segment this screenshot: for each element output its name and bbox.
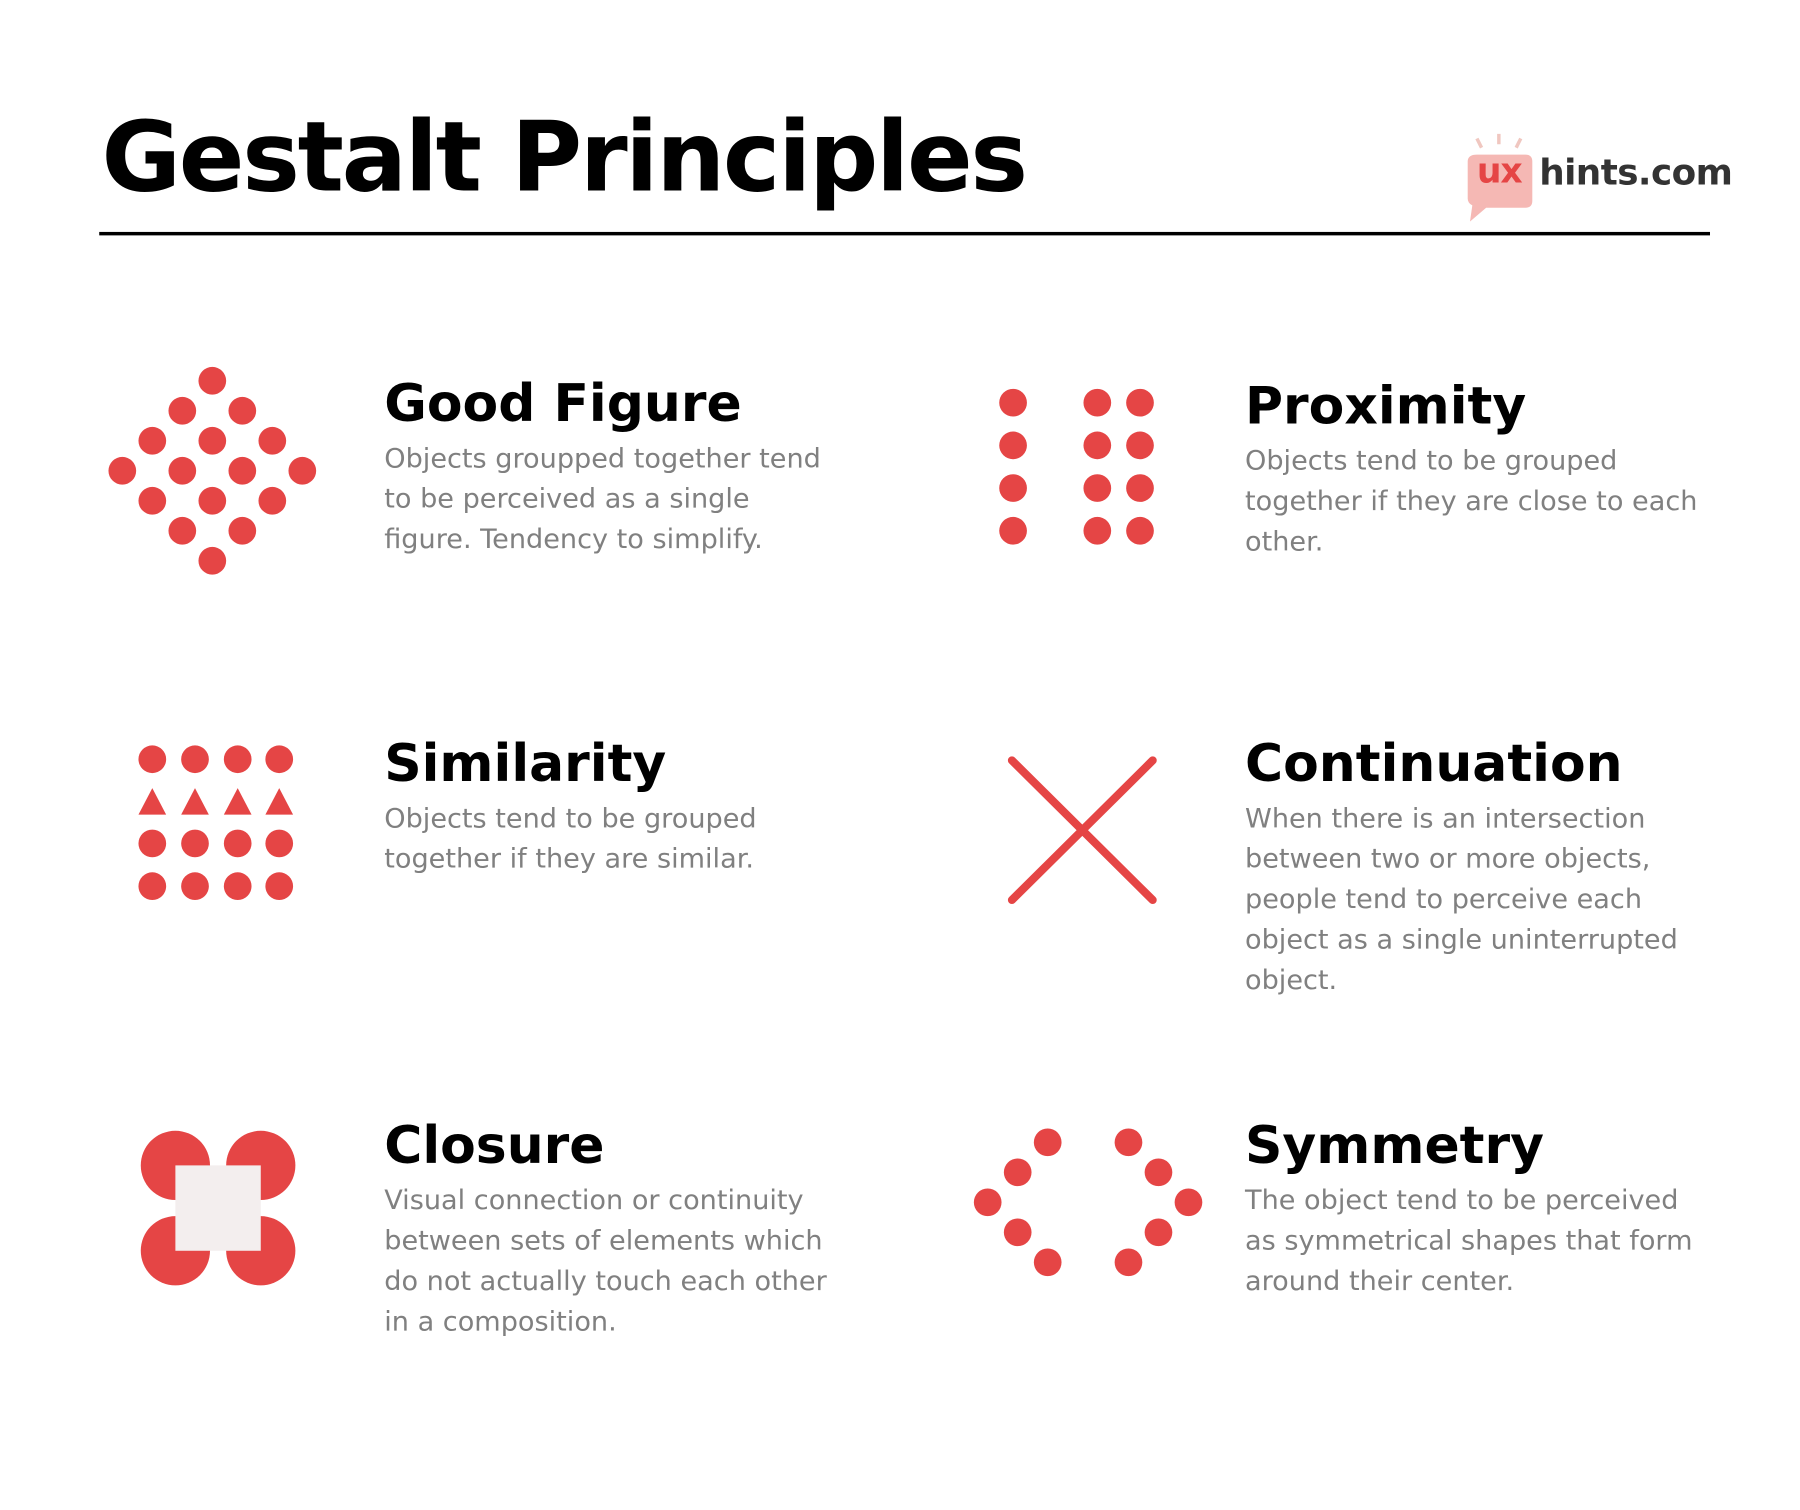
description-line: object. bbox=[1245, 963, 1338, 996]
crossed-lines-icon bbox=[1012, 760, 1153, 900]
principle-proximity bbox=[1245, 374, 1730, 562]
description-line: Visual connection or continuity bbox=[384, 1183, 804, 1217]
description-line: between sets of elements which bbox=[384, 1224, 823, 1257]
principle-description bbox=[384, 1180, 869, 1342]
description-line: other. bbox=[1245, 525, 1324, 558]
principle-description bbox=[1245, 798, 1730, 1000]
principle-title: Continuation bbox=[1245, 732, 1623, 794]
description-line: to be perceived as a single bbox=[384, 482, 750, 515]
principle-title: Similarity bbox=[384, 732, 667, 794]
description-line: do not actually touch each other bbox=[384, 1264, 827, 1297]
circles-triangles-icon bbox=[138, 745, 293, 900]
page-title: Gestalt Principles bbox=[101, 100, 1026, 214]
symmetric-brackets-icon bbox=[974, 1128, 1202, 1276]
description-line: together if they are similar. bbox=[384, 842, 754, 875]
principle-description bbox=[384, 798, 869, 879]
square-over-circles-icon bbox=[141, 1131, 296, 1286]
description-line: figure. Tendency to simplify. bbox=[384, 522, 763, 556]
principle-similarity bbox=[384, 732, 869, 880]
principle-continuation bbox=[1245, 732, 1730, 1001]
principle-description bbox=[1245, 441, 1730, 562]
description-line: Objects tend to be grouped bbox=[384, 801, 757, 835]
diamond-dots-icon bbox=[108, 367, 316, 575]
principle-description bbox=[1245, 1180, 1730, 1301]
description-line: around their center. bbox=[1245, 1264, 1515, 1297]
principle-title: Symmetry bbox=[1245, 1114, 1544, 1176]
description-line: people tend to perceive each bbox=[1245, 882, 1643, 916]
logo-badge: ux bbox=[1476, 151, 1522, 192]
logo-text: hints.com bbox=[1539, 152, 1733, 194]
principle-closure bbox=[384, 1113, 869, 1341]
principle-good-figure bbox=[384, 372, 869, 560]
description-line: The object tend to be perceived bbox=[1245, 1183, 1679, 1217]
description-line: Objects groupped together tend bbox=[384, 441, 821, 475]
principle-title: Proximity bbox=[1245, 375, 1527, 437]
principle-title: Closure bbox=[384, 1114, 605, 1176]
grouped-dots-icon bbox=[999, 389, 1154, 545]
description-line: as symmetrical shapes that form bbox=[1245, 1224, 1693, 1257]
description-line: object as a single uninterrupted bbox=[1245, 923, 1678, 956]
principle-description bbox=[384, 438, 869, 559]
principle-symmetry bbox=[1245, 1113, 1730, 1301]
principle-title: Good Figure bbox=[384, 372, 742, 434]
description-line: When there is an intersection bbox=[1245, 801, 1646, 835]
description-line: between two or more objects, bbox=[1245, 842, 1651, 875]
description-line: in a composition. bbox=[384, 1305, 617, 1338]
description-line: together if they are close to each bbox=[1245, 484, 1698, 517]
description-line: Objects tend to be grouped bbox=[1245, 444, 1618, 477]
